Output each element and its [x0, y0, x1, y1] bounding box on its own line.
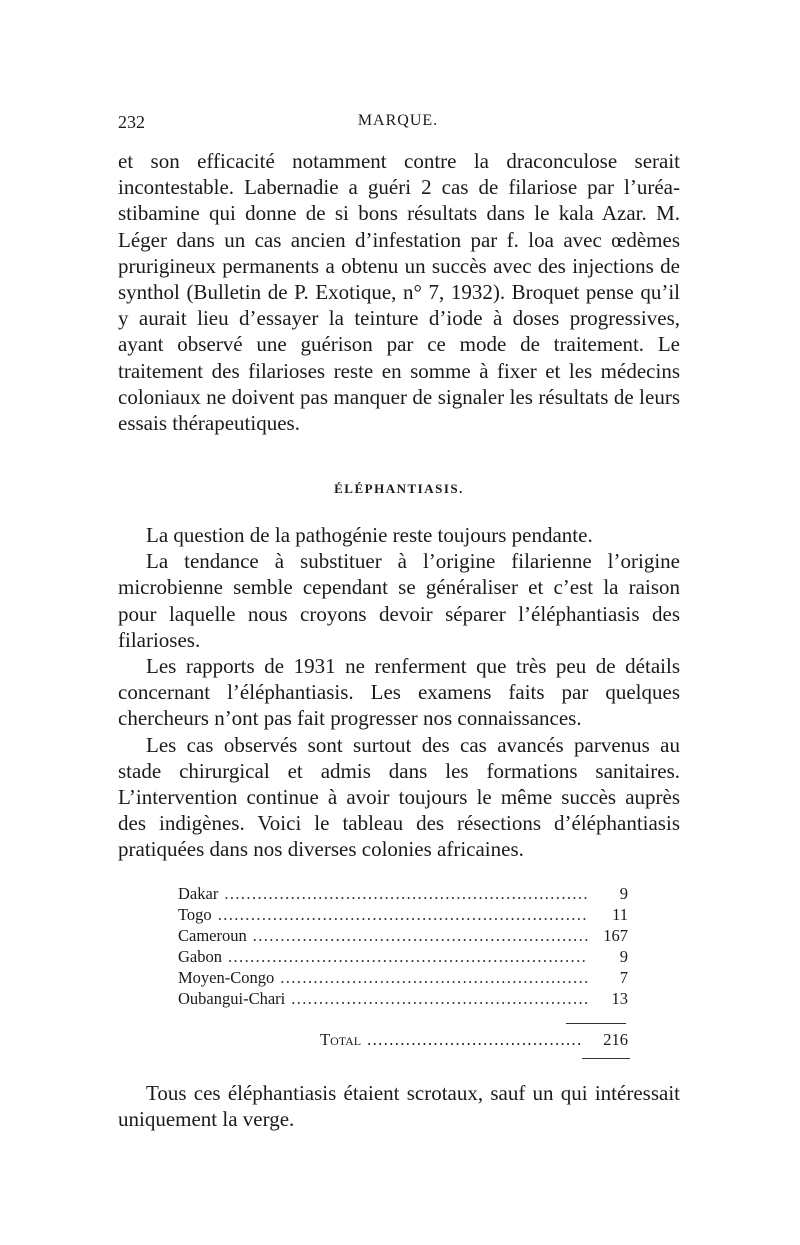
paragraph-rapports: Les rapports de 1931 ne renferment que très peu de détails concernant l’éléphantiasis. Les examens faits par quelques chercheurs n’ont pas fait progresser nos connaissances.	[118, 654, 680, 731]
resections-table	[178, 884, 628, 1010]
case-count: 9	[619, 884, 628, 903]
total-rule	[582, 1058, 630, 1059]
place-name: Moyen-Congo	[178, 968, 275, 987]
dot-leader	[367, 1030, 582, 1050]
paragraph-cas-observes: Les cas observés sont surtout des cas avancés parvenus au stade chirurgical et admis dans les formations sanitaires. L’intervention continue à avoir toujours le même succès auprès des indigènes. Voici le tableau des résections d’éléphantiasis pratiquées dans nos diverses colonies africaines.	[118, 732, 680, 862]
total-value: 216	[603, 1030, 628, 1049]
paragraph-origine: La tendance à substituer à l’origine filarienne l’origine microbienne semble cependant se généraliser et c’est la raison pour laquelle nous croyons devoir séparer l’éléphantiasis des filarioses.	[118, 549, 680, 652]
section-heading: ÉLÉPHANTIASIS.	[334, 481, 464, 496]
case-count: 167	[603, 926, 628, 945]
case-count: 13	[611, 989, 628, 1008]
running-title: MARQUE.	[357, 112, 439, 129]
case-count: 7	[619, 968, 628, 987]
dot-leader	[280, 968, 588, 988]
paragraph-filariose-treatment: et son efficacité notamment contre la draconculose serait incontestable. Labernadie a guéri 2 cas de filariose par l’uréa-stibamine qui donne de si bons résultats dans le kala Azar. M. Léger dans un cas ancien d’infestation par f. loa avec œdèmes prurigineux permanents a obtenu un succès avec des injections de synthol (Bulletin de P. Exotique, n° 7, 1932). Broquet pense qu’il y aurait lieu d’essayer la teinture d’iode à doses progressives, ayant observé une guérison par ce mode de traitement. Le traitement des filarioses reste en somme à fixer et les médecins coloniaux ne doivent pas manquer de signaler les résultats de leurs essais thérapeutiques.	[118, 149, 680, 436]
dot-leader	[228, 947, 588, 967]
table-row	[178, 947, 628, 968]
place-name: Cameroun	[178, 926, 247, 945]
page-number: 232	[118, 112, 145, 132]
text-block-top	[118, 148, 680, 436]
paragraph-pathogenie: La question de la pathogénie reste toujours pendante.	[146, 523, 593, 547]
dot-leader	[253, 926, 588, 946]
text-block-middle	[118, 522, 680, 863]
total-label: Total	[320, 1030, 362, 1049]
table-row	[178, 905, 628, 926]
dot-leader	[291, 989, 588, 1009]
place-name: Dakar	[178, 884, 219, 903]
dot-leader	[218, 905, 588, 925]
sum-rule	[566, 1023, 626, 1024]
page-header	[118, 112, 678, 142]
place-name: Oubangui-Chari	[178, 989, 286, 1008]
case-count: 9	[619, 947, 628, 966]
table-row	[178, 968, 628, 989]
paragraph-conclusion: Tous ces éléphantiasis étaient scrotaux, sauf un qui intéressait uniquement la verge.	[118, 1081, 680, 1132]
table-row	[178, 989, 628, 1010]
place-name: Togo	[178, 905, 212, 924]
dot-leader	[224, 884, 588, 904]
table-row	[178, 884, 628, 905]
table-total-row	[320, 1030, 628, 1050]
table-row	[178, 926, 628, 947]
place-name: Gabon	[178, 947, 222, 966]
text-block-bottom	[118, 1080, 680, 1132]
case-count: 11	[612, 905, 628, 924]
